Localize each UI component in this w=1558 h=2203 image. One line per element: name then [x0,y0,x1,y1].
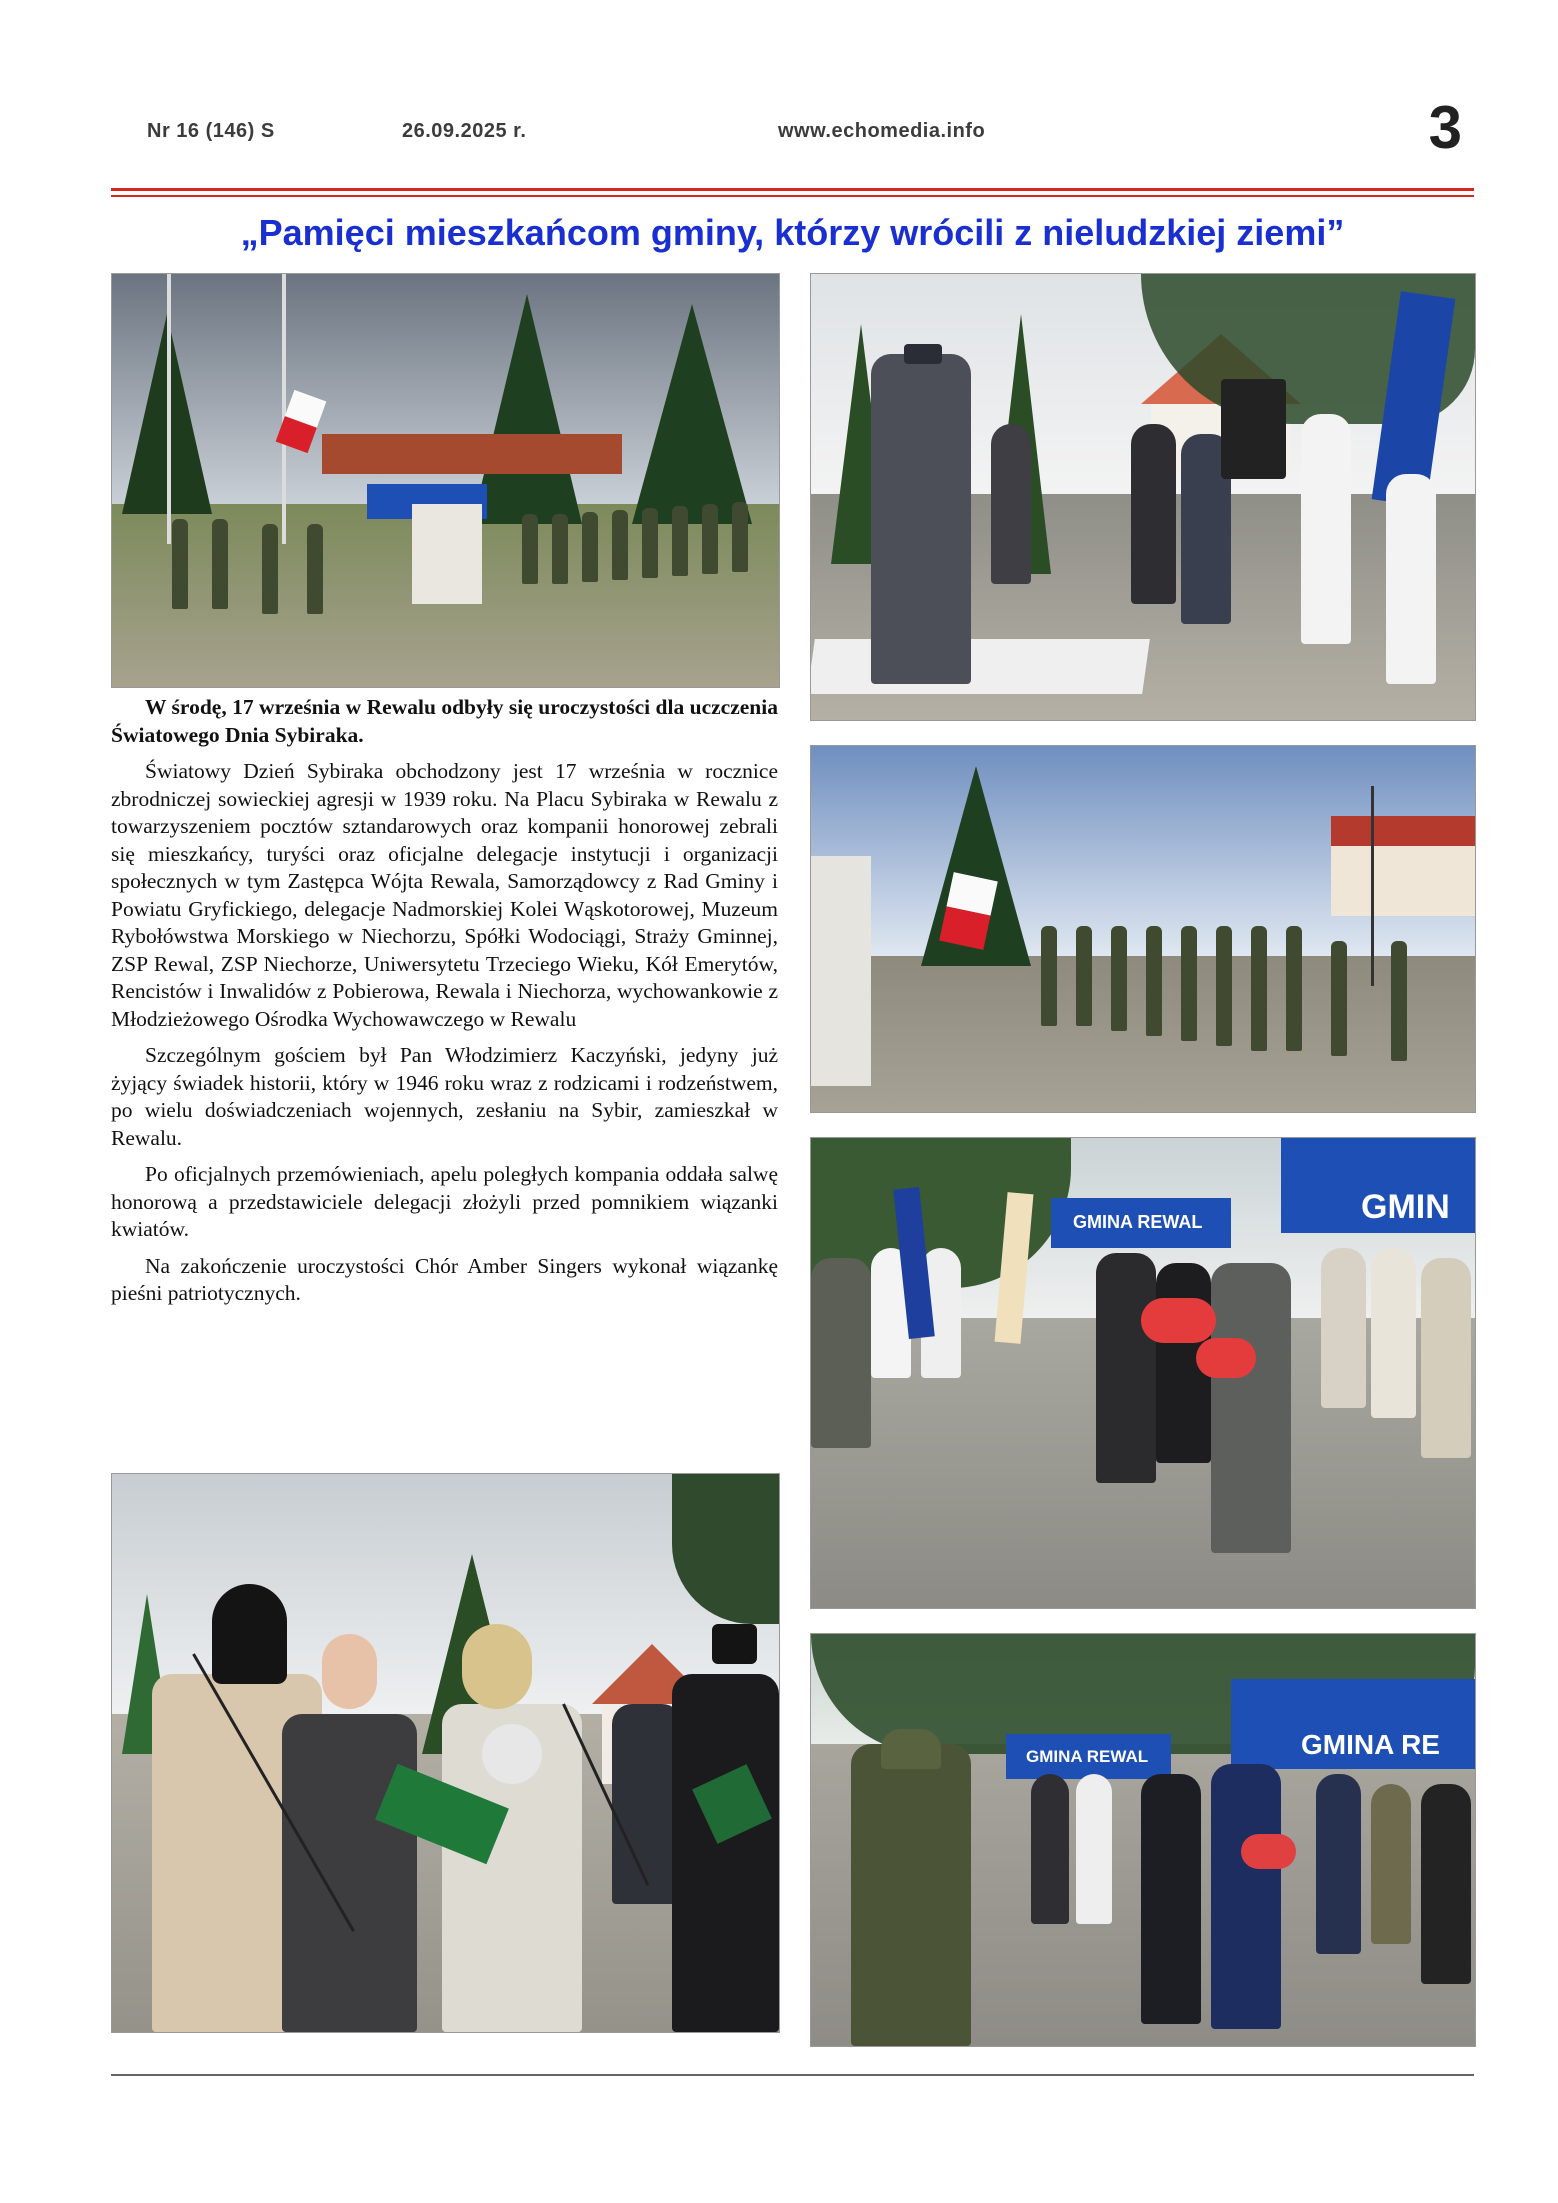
header-rule-bottom [111,195,1474,197]
tent-label: GMINA REWAL [1026,1747,1149,1766]
article-paragraph: Po oficjalnych przemówieniach, apelu poległych kompania oddała salwę honorową a przedstawiciele delegacji złożyli przed pomnikiem wiązanki kwiatów. [111,1162,778,1241]
article-lead: W środę, 17 września w Rewalu odbyły się uroczystości dla uczczenia Światowego Dnia Sybiraka. [111,695,778,747]
photo-flower-delegation [810,1137,1476,1609]
issue-number: Nr 16 (146) S [147,120,275,142]
article-paragraph: Światowy Dzień Sybiraka obchodzony jest 17 września w rocznice zbrodniczej sowieckiej agresji w 1939 roku. Na Placu Sybiraka w Rewalu z towarzyszeniem pocztów sztandarowych oraz kompanii honorowej zebrali się mieszkańcy, turyści oraz oficjalne delegacje instytucji i organizacji społecznych w tym Zastępca Wójta Rewala, Samorządowcy z Rad Gminy i Powiatu Gryfickiego, delegacje Nadmorskiej Kolei Wąskotorowej, Muzeum Rybołówstwa Morskiego w Niechorzu, Spółki Wodociągi, Straży Gminnej, ZSP Rewal, ZSP Niechorze, Uniwersytetu Trzeciego Wieku, Kół Emerytów, Rencistów i Inwalidów z Pobierowa, Rewala i Niechorza, wychowankowie z Młodzieżowego Ośrodka Wychowawczego w Rewalu [111,759,778,1031]
page-number: 3 [1428,94,1462,161]
article-paragraph: Szczególnym gościem był Pan Włodzimierz Kaczyński, jedyny już żyjący świadek historii, który w 1946 roku wraz z rodzicami i rodzeństwem, po wielu doświadczeniach wojennych, zesłaniu na Sybir, zamieszkał w Rewalu. [111,1043,778,1150]
photo-officer-bouquet [810,1633,1476,2047]
tent-label: GMINA REWAL [1073,1212,1203,1232]
photo-honor-salute [810,745,1476,1113]
photo-speaker-ceremony [810,273,1476,721]
photo-honor-guard-monument [111,273,780,688]
article-title: „Pamięci mieszkańcom gminy, którzy wrócili z nieludzkiej ziemi” [240,212,1345,253]
article-paragraph: Na zakończenie uroczystości Chór Amber Singers wykonał wiązankę pieśni patriotycznych. [111,1253,778,1305]
header-rule-top [111,188,1474,191]
website-url[interactable]: www.echomedia.info [778,120,986,142]
tent-label: GMINA RE [1301,1729,1440,1760]
article-body [111,694,778,1317]
footer-rule [111,2074,1474,2076]
tent-label: GMIN [1361,1188,1450,1226]
photo-award-presentation [111,1473,780,2033]
issue-date: 26.09.2025 r. [402,120,527,142]
